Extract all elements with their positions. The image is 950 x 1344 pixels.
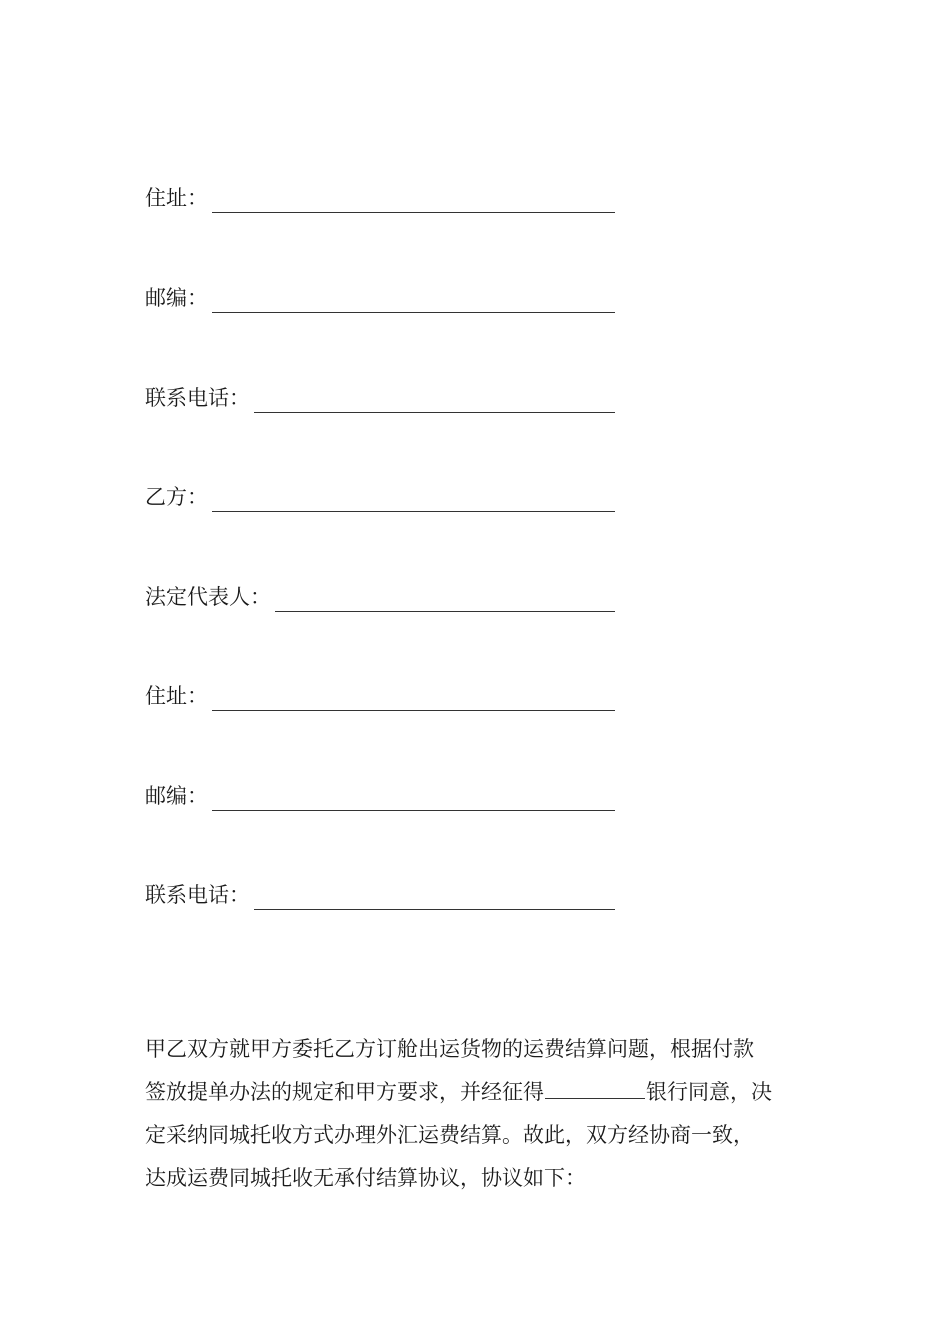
legal-rep-field <box>145 582 615 612</box>
legal-rep-label: 法定代表人： <box>145 585 271 609</box>
phone-blank-line <box>254 412 615 413</box>
legal-rep-blank-line <box>275 611 615 612</box>
postcode-label: 邮编： <box>145 286 208 310</box>
address-blank-line-b <box>212 710 615 711</box>
postcode-field <box>145 283 615 313</box>
party-b-label: 乙方： <box>145 485 208 509</box>
agreement-preamble <box>145 1028 815 1200</box>
preamble-line-2-end: 银行同意，决 <box>646 1080 772 1104</box>
address-label: 住址： <box>145 186 208 210</box>
preamble-line-1: 甲乙双方就甲方委托乙方订舱出运货物的运费结算问题，根据付款 <box>145 1037 754 1061</box>
postcode-blank-line <box>212 312 615 313</box>
phone-field-b <box>145 880 615 910</box>
address-field-b <box>145 681 615 711</box>
postcode-label-b: 邮编： <box>145 784 208 808</box>
phone-blank-line-b <box>254 909 615 910</box>
postcode-blank-line-b <box>212 810 615 811</box>
address-blank-line <box>212 212 615 213</box>
address-label-b: 住址： <box>145 684 208 708</box>
party-b-field <box>145 482 615 512</box>
preamble-line-2 <box>145 1071 815 1114</box>
party-b-blank-line <box>212 511 615 512</box>
phone-label-b: 联系电话： <box>145 883 250 907</box>
postcode-field-b <box>145 781 615 811</box>
phone-field <box>145 383 615 413</box>
phone-label: 联系电话： <box>145 386 250 410</box>
preamble-line-2-start: 签放提单办法的规定和甲方要求，并经征得 <box>145 1080 544 1104</box>
preamble-line-3: 定采纳同城托收方式办理外汇运费结算。故此，双方经协商一致， <box>145 1123 754 1147</box>
address-field <box>145 183 615 213</box>
preamble-line-4: 达成运费同城托收无承付结算协议，协议如下： <box>145 1166 586 1190</box>
bank-name-blank <box>545 1076 645 1099</box>
